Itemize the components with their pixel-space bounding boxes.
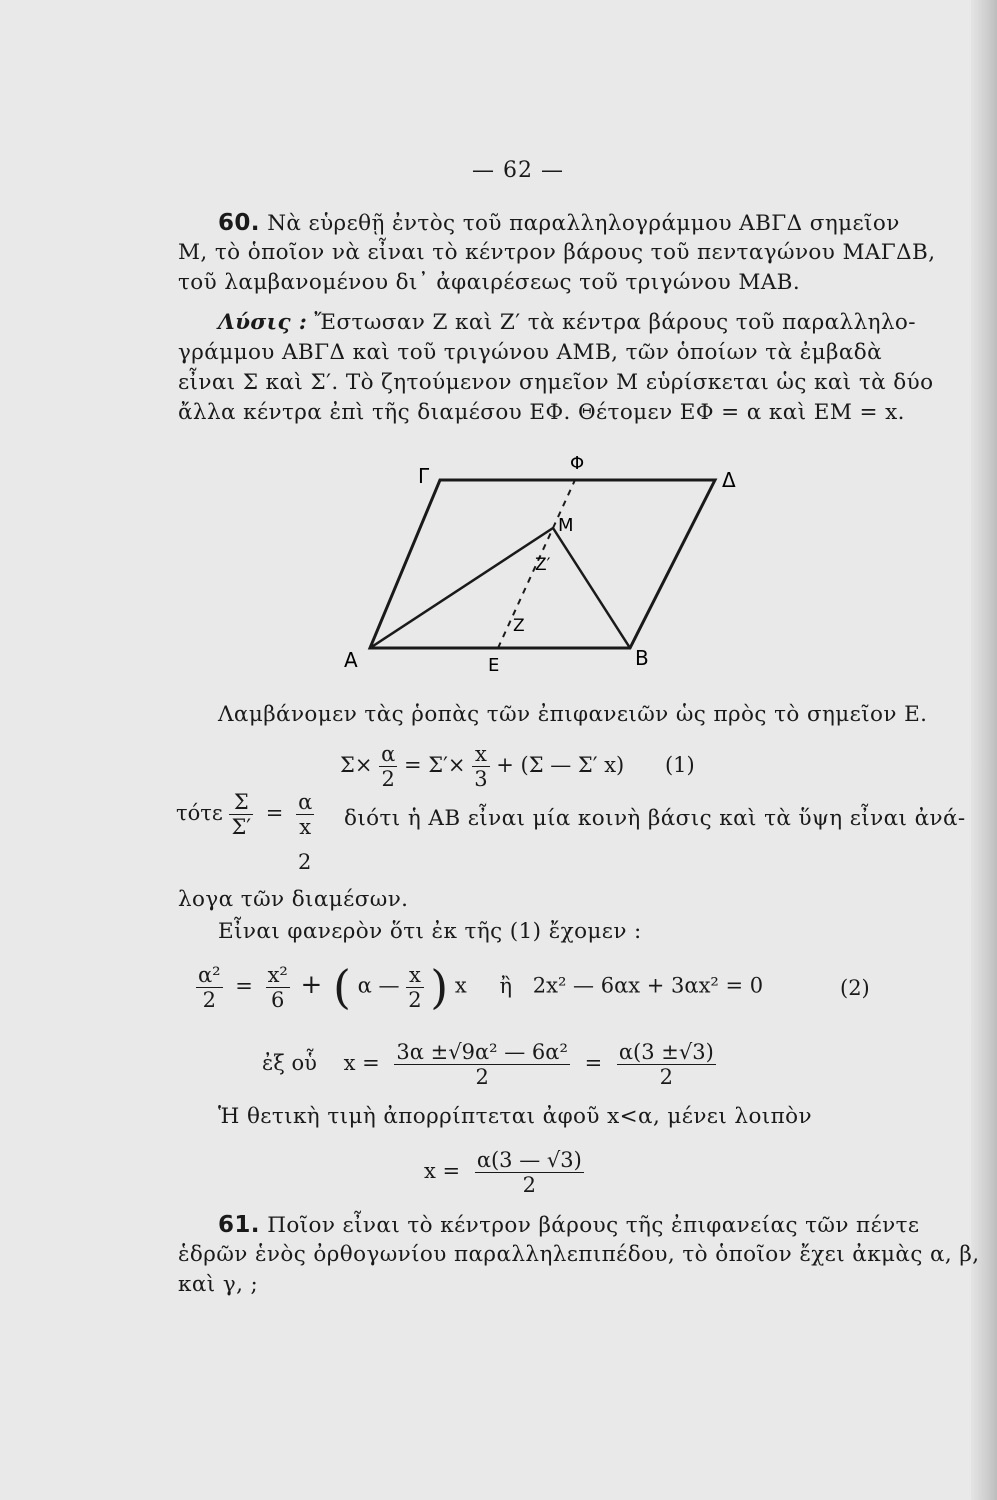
frac-s-over-s-prime: $\frac{\Sigma}{\Sigma'}$ xyxy=(231,790,252,839)
problem-60-line-2: Μ, τὸ ὁποῖον νὰ εἶναι τὸ κέντρον βάρους τοῦ πενταγώνου ΜΑΓΔΒ, xyxy=(178,240,936,265)
label-z: Ζ xyxy=(513,616,525,636)
frac-a-over-2: $\frac{\alpha}{2}$ xyxy=(381,742,396,791)
solution-line-4: ἄλλα κέντρα ἐπὶ τῆς διαμέσου ΕΦ. Θέτομεν ΕΦ = α καὶ ΕΜ = x. xyxy=(178,400,905,425)
problem-60-number: 60. xyxy=(218,210,260,236)
frac-final: $\frac{\alpha(3 — √3)}{2}$ xyxy=(476,1148,582,1197)
problem-61-line-3: καὶ γ, ; xyxy=(178,1272,259,1297)
label-g: Γ xyxy=(418,464,430,488)
label-f: Φ xyxy=(570,453,585,474)
solution-line-2: γράμμου ΑΒΓΔ καὶ τοῦ τριγώνου ΑΜΒ, τῶν ὁποίων τὰ ἐμβαδὰ xyxy=(178,340,883,365)
equation-1-tag: (1) xyxy=(664,753,695,777)
segment-am xyxy=(370,528,553,648)
moments-line: Λαμβάνομεν τὰς ῥοπὰς τῶν ἐπιφανειῶν ὡς πρὸς τὸ σημεῖον Ε. xyxy=(218,702,928,727)
equation-1: Σ× $\frac{\alpha}{2}$ = Σ′× $\frac{x}{3}$ + (Σ — Σ′ x) (1) xyxy=(340,742,695,791)
page-edge xyxy=(971,0,997,1500)
equation-2: $\frac{\text{α²}}{2}$ = $\frac{\text{x²}}{6}$ + ( α — $\frac{x}{2}$ ) x ἢ 2x² — 6αx + 3αx² = 0 xyxy=(198,960,764,1014)
solution-label: Λύσις : xyxy=(218,310,308,335)
final-result: x = $\frac{\alpha(3 — √3)}{2}$ xyxy=(424,1148,582,1197)
positive-value-line: Ἡ θετικὴ τιμὴ ἀπορρίπτεται ἀφοῦ x<α, μένει λοιπὸν xyxy=(218,1104,812,1129)
parallelogram-figure xyxy=(330,445,750,685)
frac-a2-over-2: $\frac{\text{α²}}{2}$ xyxy=(198,962,221,1012)
problem-61-line-2: ἑδρῶν ἑνὸς ὀρθογωνίου παραλληλεπιπέδου, τὸ ὁποῖον ἔχει ἀκμὰς α, β, xyxy=(178,1242,980,1267)
problem-60-line-1: 60. Νὰ εὑρεθῇ ἐντὸς τοῦ παραλληλογράμμου ΑΒΓΔ σημεῖον xyxy=(218,210,900,236)
frac-x2-over-6: $\frac{\text{x²}}{6}$ xyxy=(267,962,288,1012)
frac-a-over-x-half: $\frac{\alpha}{x}$ xyxy=(298,790,313,839)
frac-quadratic: $\frac{\text{3α ±√9α² — 6α²}}{2}$ xyxy=(396,1040,568,1089)
equation-2-tag: (2) xyxy=(840,976,870,1000)
problem-60-line-3: τοῦ λαμβανομένου δι᾿ ἀφαιρέσεως τοῦ τριγώνου ΜΑΒ. xyxy=(178,270,801,295)
problem-61-number: 61. xyxy=(218,1212,260,1238)
tote-equation: τότε $\frac{\Sigma}{\Sigma'}$ = $\frac{\alpha}{x}$ xyxy=(176,790,313,839)
frac-simplified: $\frac{\alpha(3 \pm√3)}{2}$ xyxy=(618,1040,714,1089)
problem-61-line-1: 61. Ποῖον εἶναι τὸ κέντρον βάρους τῆς ἐπιφανείας τῶν πέντε xyxy=(218,1212,920,1238)
evident-line: Εἶναι φανερὸν ὅτι ἐκ τῆς (1) ἔχομεν : xyxy=(218,919,642,944)
tote-continuation: λογα τῶν διαμέσων. xyxy=(178,887,409,912)
segment-mb xyxy=(553,528,630,648)
label-e: Ε xyxy=(488,655,500,676)
solution-line-3: εἶναι Σ καὶ Σ′. Τὸ ζητούμενον σημεῖον Μ εὑρίσκεται ὡς καὶ τὰ δύο xyxy=(178,370,934,395)
label-m: Μ xyxy=(558,515,574,536)
label-d: Δ xyxy=(722,468,736,492)
page-number: — 62 — xyxy=(472,158,564,183)
tote-text: διότι ἡ ΑΒ εἶναι μία κοινὴ βάσις καὶ τὰ ὕψη εἶναι ἀνά- xyxy=(344,806,966,831)
tote-denominator-two: 2 xyxy=(298,850,312,874)
frac-x-over-3: $\frac{x}{3}$ xyxy=(474,742,488,791)
label-a: Α xyxy=(344,648,358,672)
solution-line-1: Λύσις : Ἔστωσαν Ζ καὶ Ζ′ τὰ κέντρα βάρους τοῦ παραλληλο- xyxy=(218,310,916,335)
frac-x-over-2: $\frac{x}{2}$ xyxy=(408,962,422,1012)
x-solution: ἐξ οὗ x = $\frac{\text{3α ±√9α² — 6α²}}{2}$ = $\frac{\alpha(3 \pm√3)}{2}$ xyxy=(262,1040,714,1089)
label-z-prime: Ζ′ xyxy=(535,555,551,575)
label-b: Β xyxy=(635,646,649,670)
